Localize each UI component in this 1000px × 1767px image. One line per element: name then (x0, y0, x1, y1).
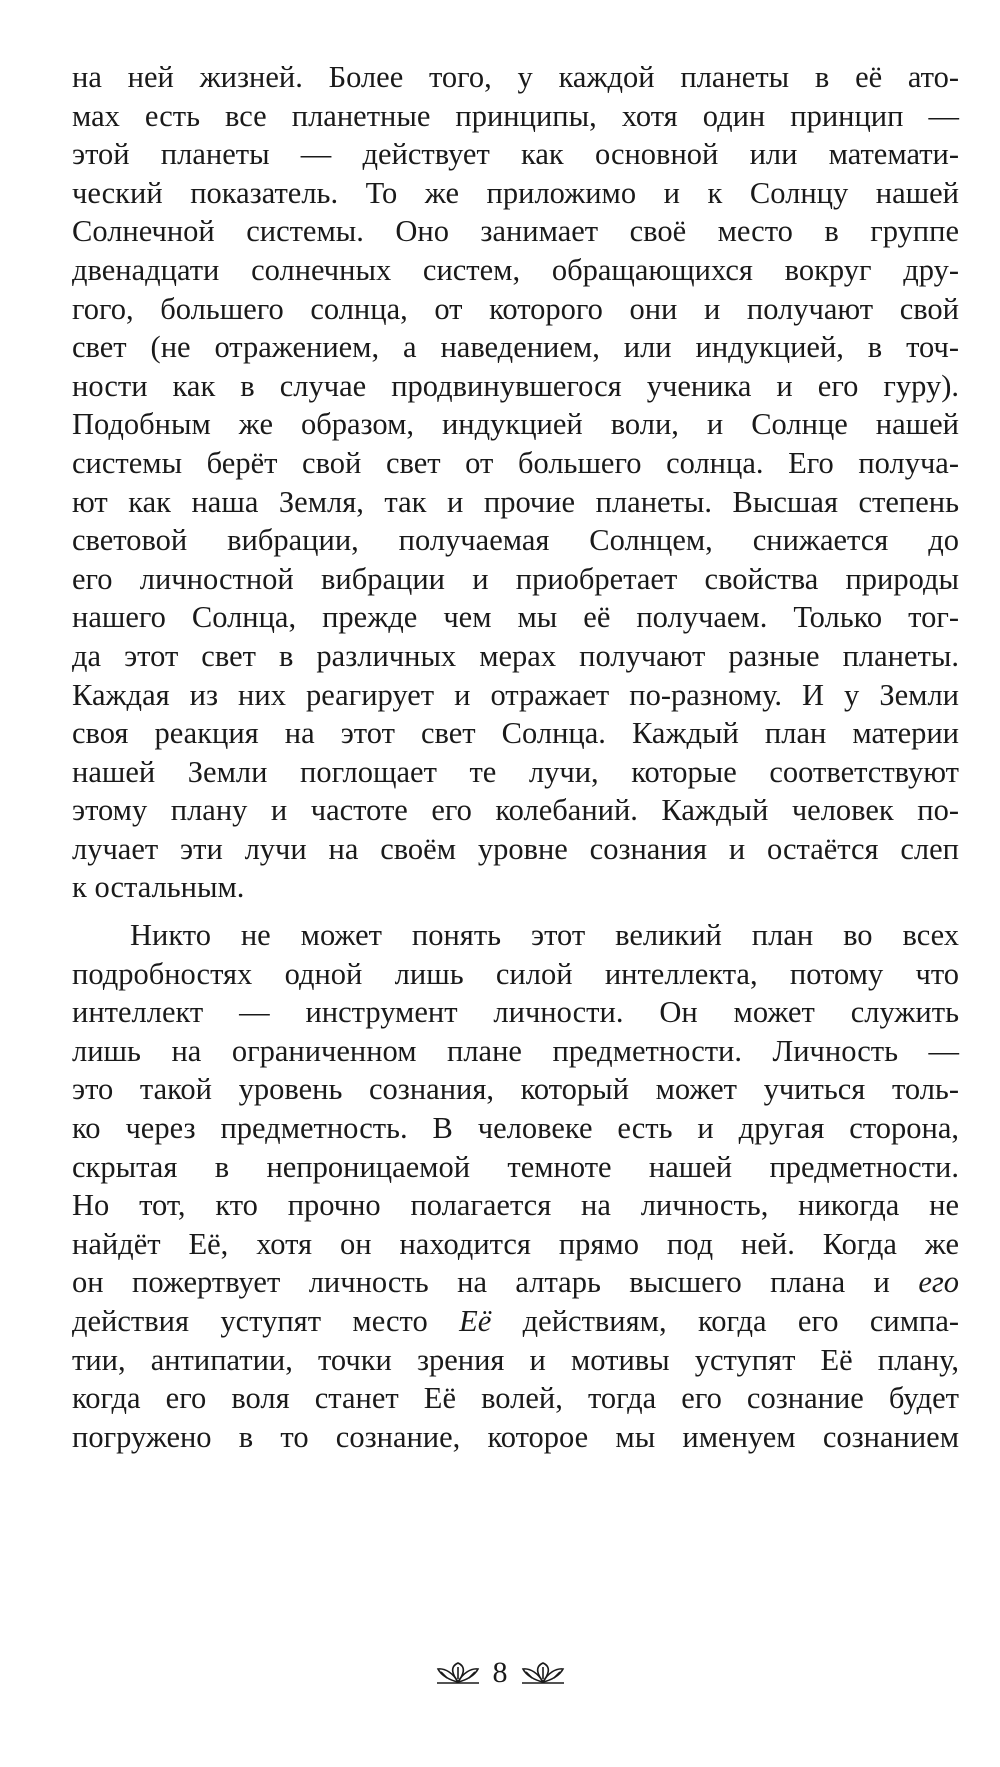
text-line: мах есть все планетные принципы, хотя один принцип — (72, 98, 959, 133)
text-line: ности как в случае продвинувшегося ученика и его гуру). (72, 368, 959, 403)
floral-ornament-icon (520, 1661, 566, 1685)
text-line: интеллект — инструмент личности. Он может служить (72, 995, 959, 1030)
italic-word: его (918, 1265, 959, 1300)
paragraph (72, 916, 959, 1456)
text-line: световой вибрации, получаемая Солнцем, снижается до (72, 523, 959, 558)
text-line: тии, антипатии, точки зрения и мотивы уступят Её плану, (72, 1342, 959, 1377)
page-footer (0, 1653, 1000, 1693)
text-fragment: действиям, когда его симпа- (491, 1304, 960, 1338)
text-line: когда его воля станет Её волей, тогда его сознание будет (72, 1381, 959, 1416)
body-text (72, 58, 959, 1456)
text-fragment: действия уступят место (72, 1304, 460, 1338)
text-line: погружено в то сознание, которое мы именуем сознанием (72, 1419, 959, 1454)
text-line: Никто не может понять этот великий план во всех (130, 918, 959, 953)
text-line: этой планеты — действует как основной или математи- (72, 137, 959, 172)
text-line: это такой уровень сознания, который может учиться толь- (72, 1072, 959, 1107)
paragraph (72, 58, 959, 907)
page-number: 8 (492, 1656, 508, 1689)
italic-word: Её (459, 1304, 492, 1338)
text-line: да этот свет в различных мерах получают разные планеты. (72, 638, 959, 673)
text-line: двенадцати солнечных систем, обращающихся вокруг дру- (72, 252, 959, 287)
text-fragment: он пожертвует личность на алтарь высшего плана и (72, 1265, 919, 1300)
text-line: Подобным же образом, индукцией воли, и Солнце нашей (72, 407, 959, 442)
text-line: лишь на ограниченном плане предметности. Личность — (72, 1033, 959, 1068)
floral-ornament-icon (435, 1661, 481, 1685)
text-line: ют как наша Земля, так и прочие планеты. Высшая степень (72, 484, 959, 519)
text-line: найдёт Её, хотя он находится прямо под ней. Когда же (72, 1226, 959, 1261)
text-line: его личностной вибрации и приобретает свойства природы (72, 561, 959, 596)
text-line: нашей Земли поглощает те лучи, которые соответствуют (72, 754, 959, 789)
text-line: ко через предметность. В человеке есть и другая сторона, (72, 1111, 959, 1146)
text-line: Но тот, кто прочно полагается на личность, никогда не (72, 1188, 959, 1223)
text-line: подробностях одной лишь силой интеллекта, потому что (72, 956, 959, 991)
text-line: гого, большего солнца, от которого они и получают свой (72, 291, 959, 326)
text-line: ческий показатель. То же приложимо и к Солнцу нашей (72, 175, 959, 210)
text-line (72, 1302, 959, 1341)
text-line: Каждая из них реагирует и отражает по-разному. И у Земли (72, 677, 959, 712)
text-line: этому плану и частоте его колебаний. Каждый человек по- (72, 793, 959, 828)
text-line: скрытая в непроницаемой темноте нашей предметности. (72, 1149, 959, 1184)
text-line: свет (не отражением, а наведением, или индукцией, в точ- (72, 330, 959, 365)
text-line: на ней жизней. Более того, у каждой планеты в её ато- (72, 60, 959, 94)
text-line: лучает эти лучи на своём уровне сознания и остаётся слеп (72, 831, 959, 866)
text-line: к остальным. (72, 870, 245, 905)
text-line: Солнечной системы. Оно занимает своё место в группе (72, 214, 959, 249)
text-line: своя реакция на этот свет Солнца. Каждый план материи (72, 716, 959, 751)
text-line: нашего Солнца, прежде чем мы её получаем. Только тог- (72, 600, 959, 635)
paragraph-gap (72, 907, 959, 916)
text-line: системы берёт свой свет от большего солнца. Его получа- (72, 445, 959, 480)
text-line (72, 1263, 959, 1302)
